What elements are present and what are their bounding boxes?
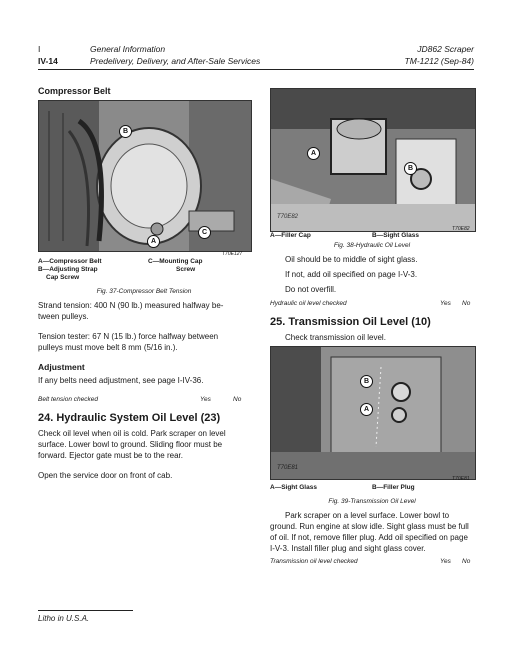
fig37-caption-b2: Cap Screw [46, 274, 80, 281]
adjustment-heading: Adjustment [38, 362, 85, 372]
fig39-photo [270, 346, 476, 480]
fig37-title: Fig. 37-Compressor Belt Tension [96, 288, 192, 295]
fig38-stamp: T70E82 [277, 214, 299, 220]
fig37-callout-b: B [119, 125, 132, 138]
park-text-1: Park scraper on a level surface. Lower bowl to [285, 511, 450, 520]
fig39-caption-a: A—Sight Glass [270, 484, 317, 491]
strand-tension-line2: tween pulleys. [38, 312, 89, 321]
fig37-callout-a: A [147, 235, 160, 248]
tension-tester-line1: Tension tester: 67 N (15 lb.) force halfway between [38, 332, 219, 341]
fig37-caption-c: C—Mounting Cap [148, 258, 203, 265]
fig37-caption-c2: Screw [176, 266, 196, 273]
page-number: IV-14 [38, 56, 58, 66]
open-door-text: Open the service door on front of cab. [38, 471, 173, 480]
tension-tester-line2: pulleys must move belt 8 mm (5/16 in.). [38, 343, 178, 352]
belt-check-no[interactable]: No [233, 396, 242, 403]
section-subtitle: Predelivery, Delivery, and After-Sale Services [90, 56, 261, 66]
fig39-stamp: T70E81 [277, 465, 299, 471]
model-name: JD862 Scraper [417, 44, 474, 54]
fig38-photo-code: T70E82 [452, 226, 470, 232]
no-overfill-text: Do not overfill. [285, 285, 337, 294]
hydraulic-text-3: forward. Ejector gate must be to the rear. [38, 451, 183, 460]
if-not-text: If not, add oil specified on page I-V-3. [285, 270, 418, 279]
fig37-caption-a: A—Compressor Belt [38, 258, 102, 265]
fig37-photo [38, 100, 252, 252]
fig38-caption-b: B—Sight Glass [372, 232, 419, 239]
check-transmission-text: Check transmission oil level. [285, 333, 386, 342]
transmission-check-no[interactable]: No [462, 558, 471, 565]
fig37-caption-b: B—Adjusting Strap [38, 266, 98, 273]
park-text-2: ground. Run engine at slow idle. Sight glass must be full [270, 522, 469, 531]
fig38-photo [270, 88, 476, 232]
transmission-check-label: Transmission oil level checked [270, 558, 358, 565]
footer-rule [38, 610, 133, 611]
fig39-title: Fig. 39-Transmission Oil Level [328, 498, 416, 505]
hydraulic-check-yes[interactable]: Yes [440, 300, 451, 307]
strand-tension-line1: Strand tension: 400 N (90 lb.) measured halfway be- [38, 301, 224, 310]
manual-code: TM-1212 (Sep-84) [404, 56, 474, 66]
belt-check-yes[interactable]: Yes [200, 396, 211, 403]
fig38-callout-a: A [307, 147, 320, 160]
park-text-3: of oil. If not, remove filler plug. Add oil specified on page [270, 533, 468, 542]
hydraulic-text-2: surface. Lower bowl to ground. Sliding floor must be [38, 440, 223, 449]
fig39-callout-a: A [360, 403, 373, 416]
compressor-heading: Compressor Belt [38, 86, 111, 96]
hydraulic-heading: 24. Hydraulic System Oil Level (23) [38, 412, 221, 424]
footer-litho: Litho in U.S.A. [38, 614, 90, 623]
fig39-photo-code: T70E81 [452, 476, 470, 482]
oil-middle-text: Oil should be to middle of sight glass. [285, 255, 418, 264]
transmission-heading: 25. Transmission Oil Level (10) [270, 316, 431, 328]
fig38-illustration [271, 89, 475, 231]
fig37-callout-c: C [198, 226, 211, 239]
hydraulic-check-label: Hydraulic oil level checked [270, 300, 347, 307]
hydraulic-check-no[interactable]: No [462, 300, 471, 307]
fig37-photo-code: T70E127 [222, 251, 243, 257]
fig39-caption-b: B—Filler Plug [372, 484, 415, 491]
transmission-check-yes[interactable]: Yes [440, 558, 451, 565]
hydraulic-text-1: Check oil level when oil is cold. Park scraper on level [38, 429, 226, 438]
fig38-title: Fig. 38-Hydraulic Oil Level [333, 242, 411, 249]
fig38-caption-a: A—Filler Cap [270, 232, 311, 239]
adjustment-text: If any belts need adjustment, see page I-IV-36. [38, 376, 204, 385]
section-title: General Information [90, 44, 166, 54]
fig39-callout-b: B [360, 375, 373, 388]
page-mark: I [38, 44, 41, 54]
fig38-callout-b: B [404, 162, 417, 175]
header-rule [38, 69, 474, 70]
park-text-4: I-V-3. Install filler plug and sight glass cover. [270, 544, 426, 553]
belt-check-label: Belt tension checked [38, 396, 98, 403]
fig39-illustration [271, 347, 475, 479]
fig37-illustration [39, 101, 251, 251]
